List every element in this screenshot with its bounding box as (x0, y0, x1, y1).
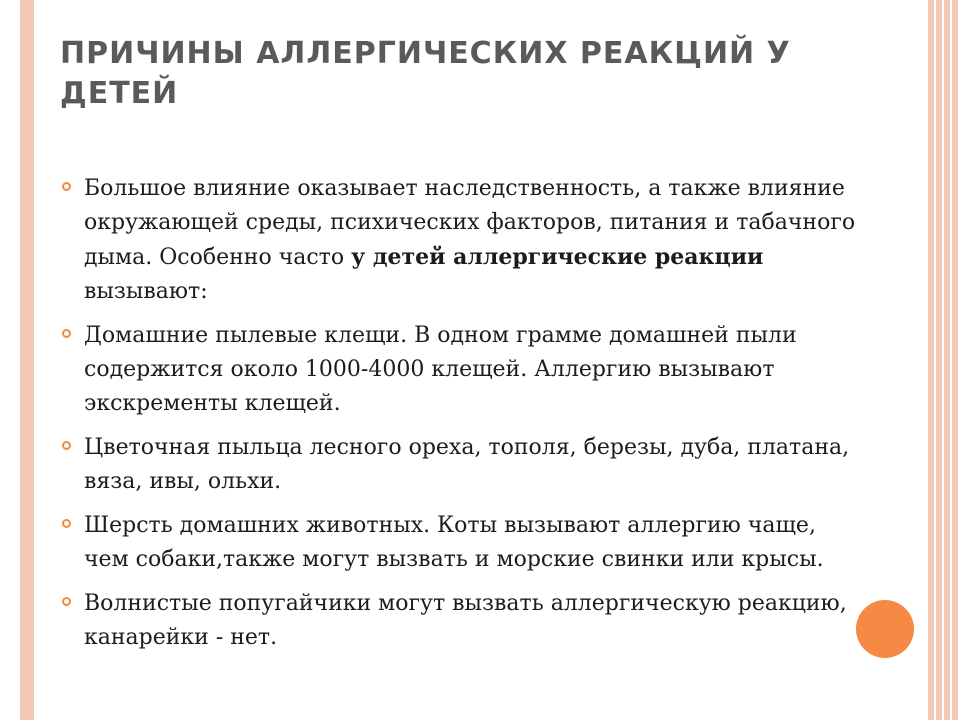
item-text: Большое влияние оказывает наследственность, а также влияние окружающей среды, психических факторов, питания и табачного дыма. Особенно часто (84, 176, 856, 270)
item-text-after: вызывают: (84, 279, 208, 304)
list-item (62, 431, 862, 499)
list-item (62, 509, 862, 577)
item-text: Цветочная пыльца лесного ореха, тополя, березы, дуба, платана, вяза, ивы, ольхи. (84, 435, 850, 494)
decorative-circle (856, 600, 914, 658)
list-item (62, 172, 862, 309)
item-text: Волнистые попугайчики могут вызвать аллергическую реакцию, канарейки - нет. (84, 591, 847, 650)
bullet-icon (62, 519, 71, 528)
bullet-icon (62, 441, 71, 450)
bullet-icon (62, 182, 71, 191)
list-item (62, 319, 862, 421)
bullet-icon (62, 597, 71, 606)
left-border-stripe (20, 0, 34, 720)
item-bold-text: у детей аллергические реакции (351, 244, 764, 270)
right-border-stripes (928, 0, 960, 720)
item-text: Домашние пылевые клещи. В одном грамме домашней пыли содержится около 1000-4000 клещей. Аллергию вызывают экскременты клещей. (84, 323, 797, 416)
bullet-list (62, 172, 862, 665)
bullet-icon (62, 329, 71, 338)
list-item (62, 587, 862, 655)
item-text: Шерсть домашних животных. Коты вызывают аллергию чаще, чем собаки,также могут вызвать и морские свинки или крысы. (84, 513, 824, 572)
slide-title: ПРИЧИНЫ АЛЛЕРГИЧЕСКИХ РЕАКЦИЙ У ДЕТЕЙ (60, 36, 791, 111)
